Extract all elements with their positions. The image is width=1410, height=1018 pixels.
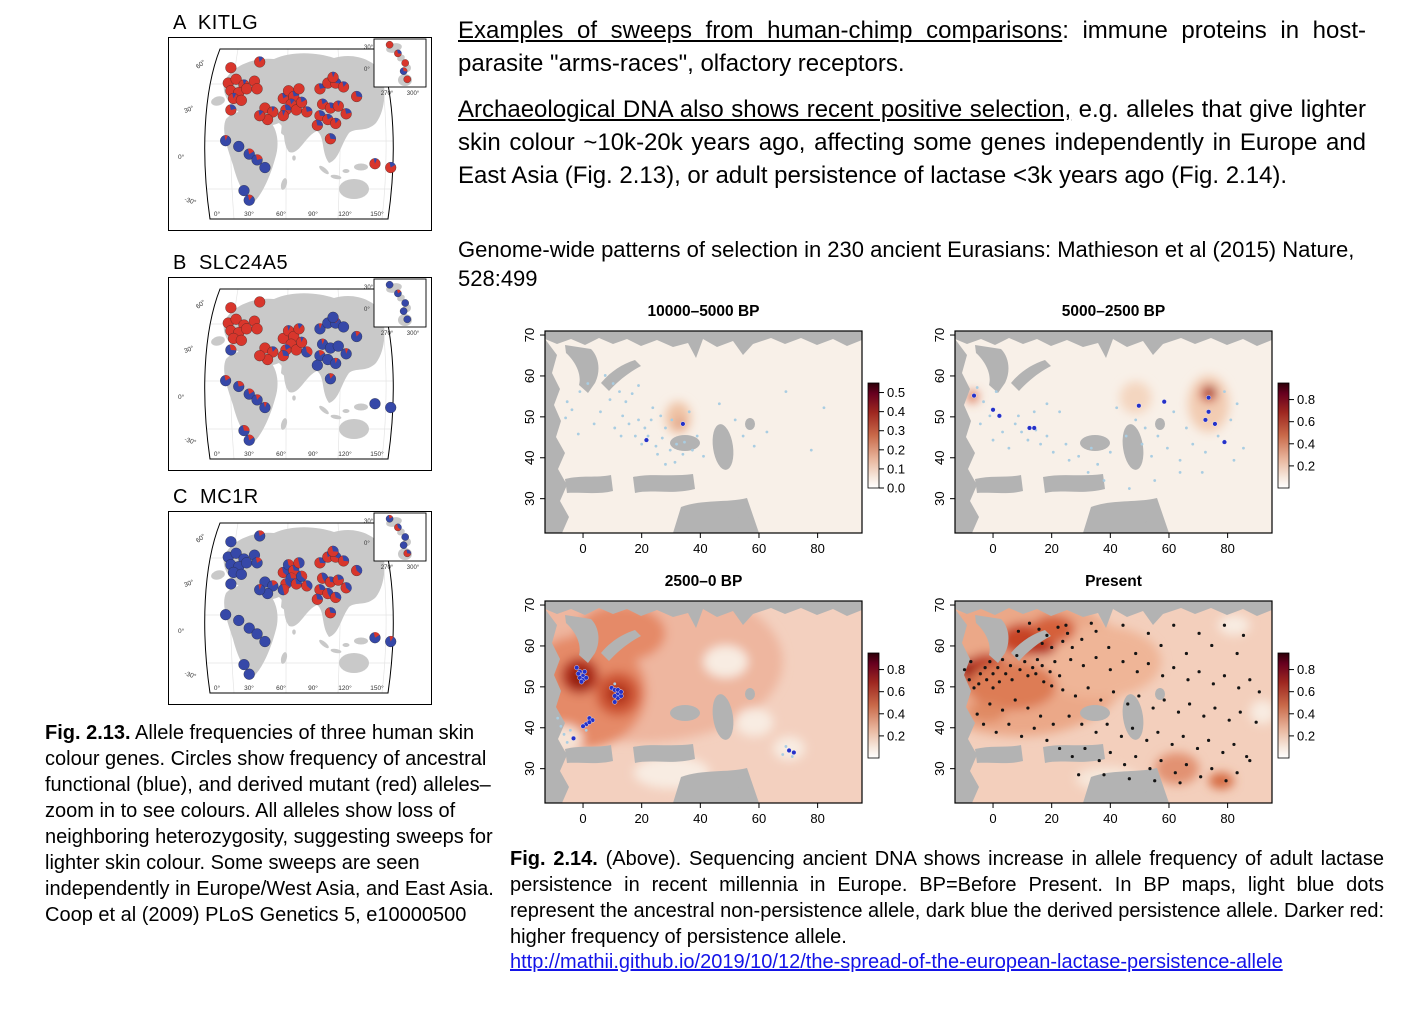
paragraph-genome-wide: Genome-wide patterns of selection in 230 ancient Eurasians: Mathieson et al (2015) Nature, 528:499 (458, 237, 1355, 291)
source-link[interactable]: http://mathii.github.io/2019/10/12/the-spread-of-the-european-lactase-persistence-allele (510, 951, 1283, 973)
svg-text:20: 20 (1044, 541, 1059, 556)
svg-text:60: 60 (1161, 541, 1177, 556)
svg-text:300°: 300° (406, 331, 420, 337)
bp-panel-present-title: Present (1085, 573, 1142, 590)
map-c-label: C MC1R (173, 486, 259, 508)
svg-text:0°: 0° (178, 394, 185, 401)
svg-text:60: 60 (1161, 811, 1177, 826)
paragraph-sweeps (458, 14, 1366, 80)
svg-text:30°: 30° (364, 45, 374, 51)
bp-panel-5000-2500 (915, 298, 1325, 568)
svg-text:70: 70 (522, 597, 537, 613)
map-a-kitlg (168, 37, 432, 231)
fig-2-13-caption-text: Allele frequencies of three human skin colour genes. Circles show frequency of ancestral functional (blue), and derived mutant (red) alleles– zoom in to see colours. All alleles show loss of neighboring heterozygosity, suggesting sweeps for lighter skin colour. Some sweeps are seen independently in Europe/West Asia, and East Asia. Coop et al (2009) PLoS Genetics 5, e10000500 (45, 722, 494, 926)
map-a-label: A KITLG (173, 12, 259, 34)
bp-panel-present-map (915, 568, 1325, 838)
svg-text:20: 20 (634, 541, 649, 556)
bp-panel-5000-2500-title: 5000–2500 BP (1061, 303, 1166, 320)
svg-text:90°: 90° (308, 211, 318, 218)
svg-text:0.1: 0.1 (887, 461, 906, 477)
svg-text:120°: 120° (338, 685, 352, 692)
svg-text:270°: 270° (380, 91, 394, 97)
svg-text:60: 60 (522, 638, 537, 654)
svg-text:30°: 30° (244, 451, 254, 458)
sweeps-underlined-heading: Examples of sweeps from human-chimp comparisons (458, 17, 1063, 44)
svg-text:0.4: 0.4 (887, 404, 906, 420)
svg-text:90°: 90° (308, 685, 318, 692)
svg-text:30°: 30° (364, 519, 374, 525)
svg-text:60: 60 (751, 811, 767, 826)
archaeo-rest: e.g. alleles that give lighter skin colour ~10k-20k years ago, affecting some genes independently in Europe and East Asia (Fig. 2.13), or adult persistence of lactase <3k years ago (Fig. 2.14). (458, 96, 1366, 189)
svg-text:0: 0 (989, 811, 997, 826)
sweeps-rest: : immune proteins in host-parasite "arms-races", olfactory receptors. (458, 17, 1366, 77)
svg-text:0°: 0° (178, 628, 185, 635)
svg-text:50: 50 (932, 409, 947, 425)
svg-text:30: 30 (932, 491, 947, 506)
svg-text:150°: 150° (370, 685, 384, 692)
svg-text:60°: 60° (276, 685, 286, 692)
svg-text:300°: 300° (406, 91, 420, 97)
svg-text:-30°: -30° (183, 436, 197, 447)
svg-text:30°: 30° (364, 285, 374, 291)
svg-text:60°: 60° (276, 211, 286, 218)
svg-text:0.4: 0.4 (1297, 706, 1316, 722)
svg-text:270°: 270° (380, 565, 394, 571)
svg-text:0.4: 0.4 (1297, 436, 1316, 452)
bp-panel-present (915, 568, 1325, 838)
svg-text:40: 40 (1103, 541, 1118, 556)
bp-panel-2500-0 (505, 568, 915, 838)
svg-text:0.6: 0.6 (1297, 684, 1316, 700)
svg-text:-30°: -30° (183, 670, 197, 681)
svg-text:0.6: 0.6 (1297, 414, 1316, 430)
svg-text:40: 40 (932, 720, 947, 735)
svg-text:0°: 0° (213, 685, 221, 692)
svg-text:0.2: 0.2 (887, 728, 906, 744)
svg-text:0.2: 0.2 (887, 442, 906, 458)
svg-text:50: 50 (522, 409, 537, 425)
bp-panel-10000-5000-title: 10000–5000 BP (647, 303, 760, 320)
svg-text:60°: 60° (194, 532, 207, 545)
svg-text:40: 40 (932, 450, 947, 465)
svg-text:70: 70 (522, 327, 537, 343)
svg-text:-30°: -30° (183, 196, 197, 207)
svg-text:0°: 0° (364, 67, 370, 73)
svg-text:0: 0 (579, 811, 587, 826)
svg-text:30°: 30° (183, 344, 195, 355)
svg-text:80: 80 (1220, 811, 1235, 826)
svg-text:60°: 60° (194, 298, 207, 311)
svg-text:80: 80 (810, 541, 825, 556)
paragraph-archaeological-dna (458, 93, 1366, 192)
svg-text:60: 60 (932, 368, 947, 384)
svg-text:0.2: 0.2 (1297, 458, 1316, 474)
svg-text:60°: 60° (194, 58, 207, 71)
svg-text:120°: 120° (338, 211, 352, 218)
svg-text:120°: 120° (338, 451, 352, 458)
svg-text:0°: 0° (178, 154, 185, 161)
svg-text:0.0: 0.0 (887, 480, 906, 496)
svg-text:30°: 30° (183, 104, 195, 115)
svg-text:60: 60 (932, 638, 947, 654)
svg-text:40: 40 (693, 541, 708, 556)
svg-text:30°: 30° (183, 578, 195, 589)
map-b-slc24a5 (168, 277, 432, 471)
svg-text:50: 50 (522, 679, 537, 695)
fig-2-14-caption (510, 846, 1384, 950)
svg-text:150°: 150° (370, 211, 384, 218)
svg-text:40: 40 (522, 450, 537, 465)
svg-text:90°: 90° (308, 451, 318, 458)
svg-text:0.8: 0.8 (887, 662, 906, 678)
svg-text:70: 70 (932, 597, 947, 613)
svg-text:60: 60 (522, 368, 537, 384)
svg-text:0: 0 (989, 541, 997, 556)
svg-text:40: 40 (1103, 811, 1118, 826)
bp-panel-10000-5000 (505, 298, 915, 568)
svg-text:40: 40 (522, 720, 537, 735)
svg-text:0°: 0° (364, 541, 370, 547)
map-c-mc1r (168, 511, 432, 705)
svg-text:0°: 0° (213, 211, 221, 218)
fig-2-13-caption (45, 720, 509, 928)
svg-text:30°: 30° (244, 211, 254, 218)
svg-text:80: 80 (810, 811, 825, 826)
svg-text:60: 60 (751, 541, 767, 556)
svg-text:0.3: 0.3 (887, 423, 906, 439)
svg-text:20: 20 (1044, 811, 1059, 826)
map-b-label: B SLC24A5 (173, 252, 289, 274)
svg-text:300°: 300° (406, 565, 420, 571)
svg-text:0.8: 0.8 (1297, 392, 1316, 408)
svg-text:70: 70 (932, 327, 947, 343)
fig-2-13-caption-number: Fig. 2.13. (45, 722, 131, 744)
bp-panel-2500-0-title: 2500–0 BP (664, 573, 743, 590)
fig-2-14-caption-text: (Above). Sequencing ancient DNA shows increase in allele frequency of adult lactase persistence in recent millennia in Europe. BP=Before Present. In BP maps, light blue dots represent the ancestral non-persistence allele, dark blue the derived persistence allele. Darker red: higher frequency of persistence allele. (510, 848, 1384, 948)
svg-text:0.2: 0.2 (1297, 728, 1316, 744)
svg-text:0.5: 0.5 (887, 385, 906, 401)
archaeo-underlined-heading: Archaeological DNA also shows recent positive selection, (458, 96, 1072, 123)
svg-text:0.4: 0.4 (887, 706, 906, 722)
svg-text:30: 30 (932, 761, 947, 776)
svg-text:0.6: 0.6 (887, 684, 906, 700)
svg-text:150°: 150° (370, 451, 384, 458)
svg-text:80: 80 (1220, 541, 1235, 556)
fig-2-14-caption-number: Fig. 2.14. (510, 848, 598, 870)
svg-text:30: 30 (522, 761, 537, 776)
bp-panel-2500-0-map (505, 568, 915, 838)
bp-panel-10000-5000-map (505, 298, 915, 568)
svg-text:30: 30 (522, 491, 537, 506)
svg-text:50: 50 (932, 679, 947, 695)
svg-text:270°: 270° (380, 331, 394, 337)
svg-text:0°: 0° (213, 451, 221, 458)
svg-text:40: 40 (693, 811, 708, 826)
svg-text:0.8: 0.8 (1297, 662, 1316, 678)
svg-text:30°: 30° (244, 685, 254, 692)
svg-text:0°: 0° (364, 307, 370, 313)
bp-panel-5000-2500-map (915, 298, 1325, 568)
svg-text:60°: 60° (276, 451, 286, 458)
svg-text:0: 0 (579, 541, 587, 556)
svg-text:20: 20 (634, 811, 649, 826)
